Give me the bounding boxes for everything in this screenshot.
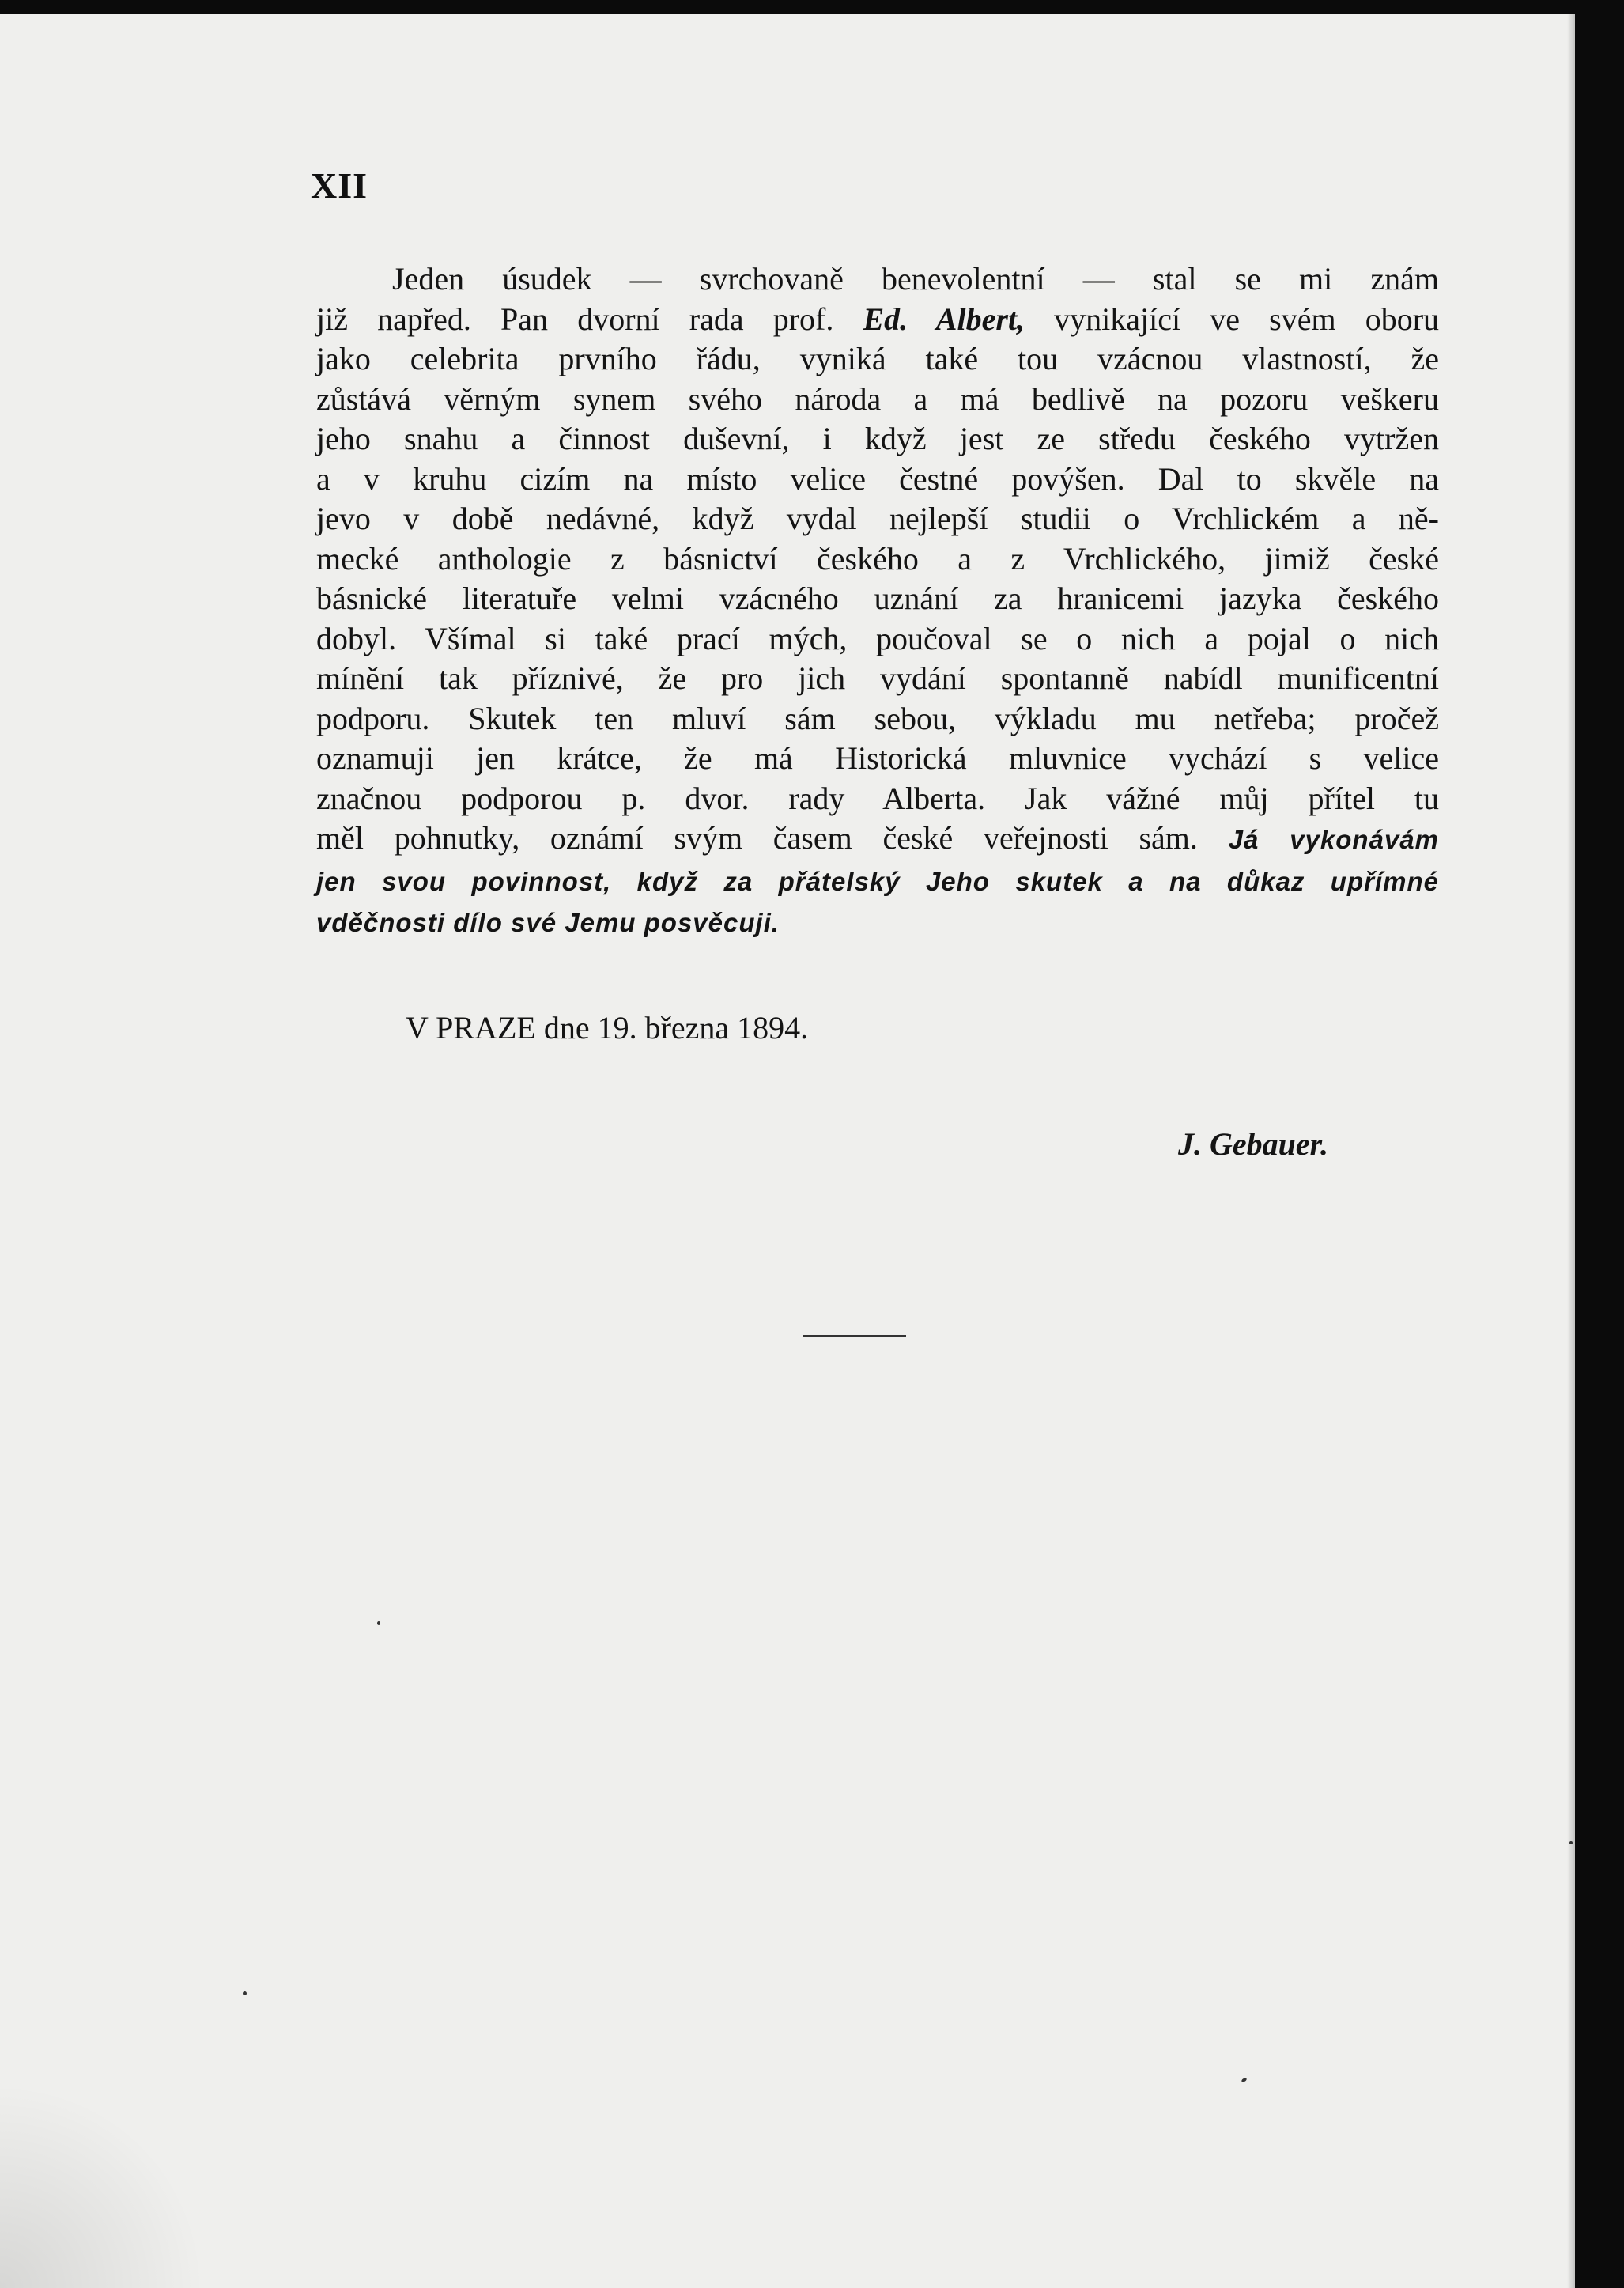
text-run: Jeden úsudek — svrchovaně benevolentní — stal se mi znám [392, 261, 1439, 297]
emphasized-text: Já vykonávám [1228, 825, 1439, 854]
text-line [316, 380, 1439, 420]
text-line [316, 539, 1439, 580]
text-run: měl pohnutky, oznámí svým časem české veřejnosti sám. [316, 820, 1229, 856]
text-line [316, 860, 1439, 902]
page-stain [0, 2082, 206, 2288]
text-run: mecké anthologie z básnictví českého a z Vrchlického, jimiž české [316, 540, 1439, 577]
emphasized-text: vděčnosti dílo své Jemu posvěcuji. [316, 908, 780, 937]
divider-rule [803, 1335, 906, 1337]
text-line [316, 699, 1439, 739]
text-line [316, 659, 1439, 699]
paper-speck [243, 1991, 247, 1995]
text-line [316, 259, 1439, 300]
text-run: jevo v době nedávné, když vydal nejlepší studii o Vrchlickém a ně- [316, 501, 1439, 536]
text-line [316, 339, 1439, 380]
book-page [0, 14, 1575, 2288]
text-line [316, 499, 1439, 539]
text-run: zůstává věrným synem svého národa a má bedlivě na pozoru veškeru [316, 380, 1439, 417]
text-run: podporu. Skutek ten mluví sám sebou, výkladu mu netřeba; pročež [316, 700, 1439, 736]
signature: J. Gebauer. [1178, 1126, 1328, 1162]
text-line [316, 459, 1439, 500]
text-run: básnické literatuře velmi vzácného uznání za hranicemi jazyka českého [316, 581, 1439, 616]
text-line [316, 902, 1439, 944]
text-run: již napřed. Pan dvorní rada prof. [316, 301, 863, 337]
paper-speck [1241, 2078, 1247, 2083]
text-run: a v kruhu cizím na místo velice čestné povýšen. Dal to skvěle na [316, 460, 1439, 497]
dateline: V PRAZE dne 19. března 1894. [406, 1010, 809, 1046]
paper-speck [377, 1621, 380, 1625]
text-run: vynikající ve svém oboru [1025, 301, 1440, 337]
text-run: jeho snahu a činnost duševní, i když jest ze středu českého vytržen [316, 421, 1439, 456]
text-run: dobyl. Všímal si také prací mých, poučoval se o nich a pojal o nich [316, 620, 1439, 656]
text-run: oznamuji jen krátce, že má Historická mluvnice vychází s velice [316, 740, 1439, 776]
name-emphasis: Ed. Albert, [863, 301, 1025, 337]
text-line [316, 739, 1439, 779]
text-line [316, 819, 1439, 860]
text-run: mínění tak příznivé, že pro jich vydání spontanně nabídl munificentní [316, 660, 1439, 696]
page-edge-shadow [1567, 14, 1575, 2288]
text-run: značnou podporou p. dvor. rady Alberta. Jak vážné můj přítel tu [316, 780, 1439, 816]
dedication-paragraph [316, 259, 1439, 944]
text-line [316, 419, 1439, 459]
page-number: XII [311, 165, 368, 206]
paper-speck [1569, 1841, 1573, 1844]
emphasized-text: jen svou povinnost, když za přátelský Jeho skutek a na důkaz upřímné [316, 866, 1439, 896]
text-line [316, 779, 1439, 819]
text-line [316, 579, 1439, 619]
text-line [316, 619, 1439, 660]
text-line [316, 300, 1439, 340]
text-run: jako celebrita prvního řádu, vyniká také tou vzácnou vlastností, že [316, 341, 1439, 376]
